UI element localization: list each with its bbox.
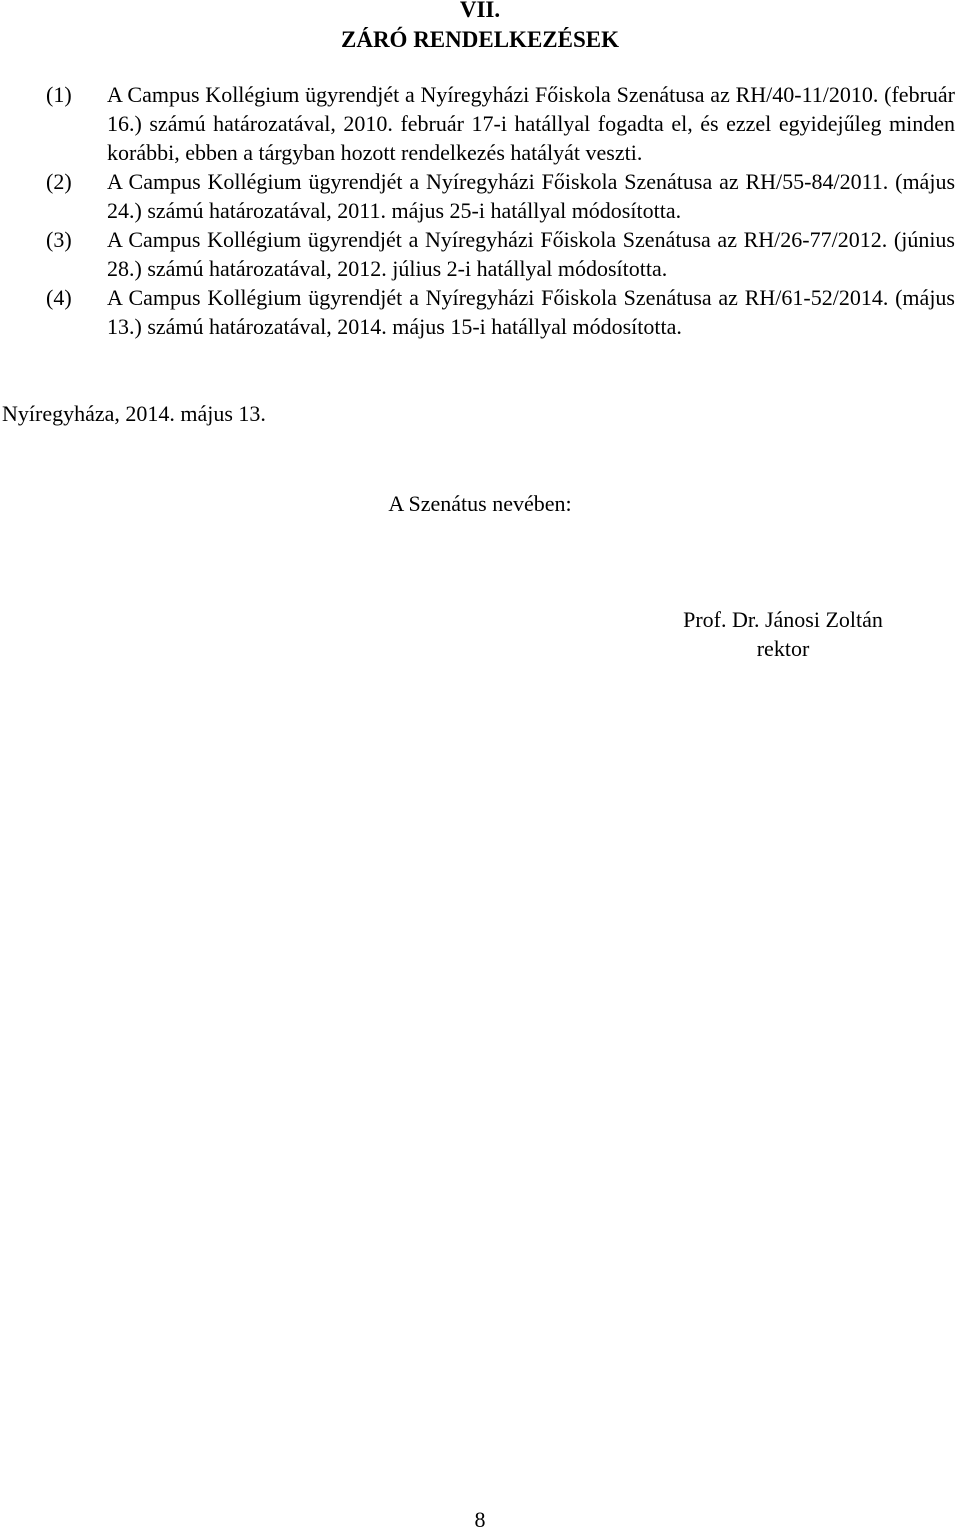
signatory-name: Prof. Dr. Jánosi Zoltán	[683, 607, 883, 632]
page-number: 8	[474, 1507, 486, 1532]
provision-text: A Campus Kollégium ügyrendjét a Nyíregyházi Főiskola Szenátusa az RH/26-77/2012. (június 28.) számú határozatával, 2012. július 2-i hatállyal módosította.	[107, 227, 955, 281]
provision-2	[0, 167, 960, 225]
provision-4	[0, 283, 960, 341]
provisions-list	[0, 80, 960, 341]
provision-3	[0, 225, 960, 283]
signatory-title: rektor	[756, 636, 810, 661]
provision-number: (1)	[46, 82, 72, 107]
place-and-date: Nyíregyháza, 2014. május 13.	[2, 401, 266, 426]
signatory-block	[672, 605, 894, 663]
provision-number: (3)	[46, 227, 72, 252]
chapter-number: VII.	[459, 0, 501, 22]
provision-text: A Campus Kollégium ügyrendjét a Nyíregyházi Főiskola Szenátusa az RH/61-52/2014. (május 13.) számú határozatával, 2014. május 15-i hatállyal módosította.	[107, 285, 955, 339]
provision-text: A Campus Kollégium ügyrendjét a Nyíregyházi Főiskola Szenátusa az RH/55-84/2011. (május 24.) számú határozatával, 2011. május 25-i hatállyal módosította.	[107, 169, 955, 223]
provision-1	[0, 80, 960, 167]
provision-number: (2)	[46, 169, 72, 194]
chapter-title: ZÁRÓ RENDELKEZÉSEK	[341, 27, 619, 52]
senate-line: A Szenátus nevében:	[388, 491, 572, 516]
provision-text: A Campus Kollégium ügyrendjét a Nyíregyházi Főiskola Szenátusa az RH/40-11/2010. (február 16.) számú határozatával, 2010. február 17-i hatállyal fogadta el, és ezzel egyidejűleg minden korábbi, ebben a tárgyban hozott rendelkezés hatályát veszti.	[107, 82, 955, 165]
provision-number: (4)	[46, 285, 72, 310]
